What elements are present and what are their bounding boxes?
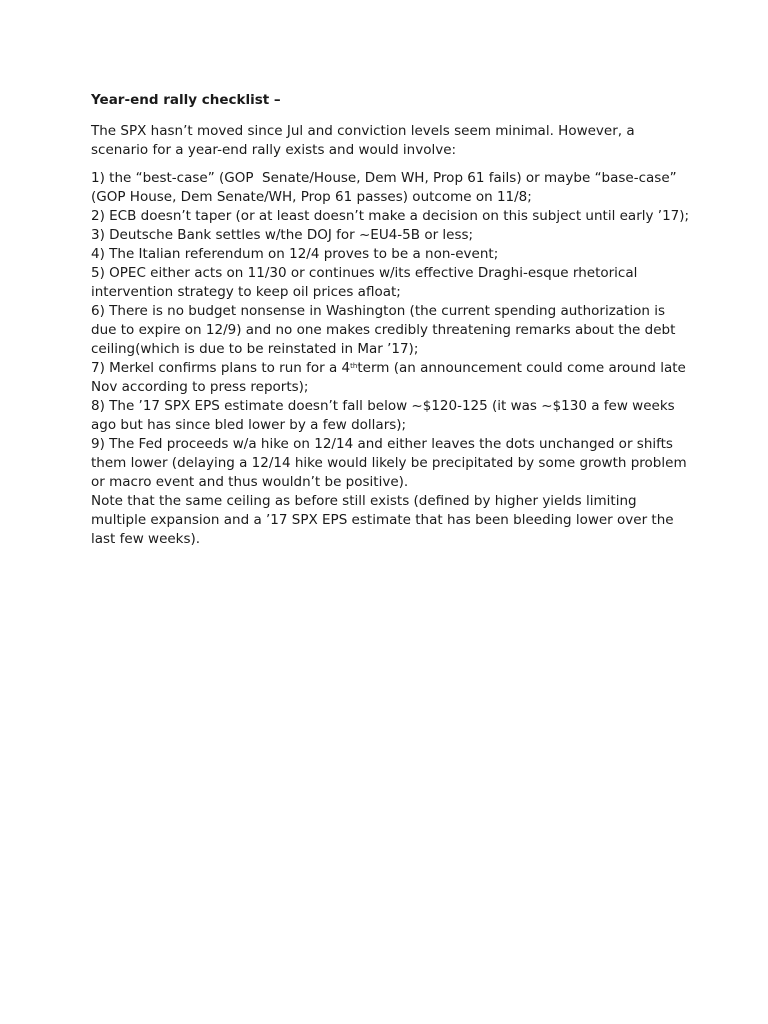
checklist-item-7-end: term (an announcement could come around late Nov according to press reports); xyxy=(91,360,691,395)
checklist-item-2: 2) ECB doesn’t taper (or at least doesn’t make a decision on this subject until early ’17); xyxy=(91,208,690,224)
checklist-item-7 xyxy=(91,359,691,397)
closing-note: Note that the same ceiling as before still exists (defined by higher yields limiting multiple expansion and a ’17 SPX EPS estimate that has been bleeding lower over the last few weeks). xyxy=(91,493,678,547)
document-title: Year-end rally checklist – xyxy=(91,92,281,108)
checklist-item-8: 8) The ’17 SPX EPS estimate doesn’t fall below ~$120-125 (it was ~$130 a few weeks ago but has since bled lower by a few dollars); xyxy=(91,398,679,433)
checklist-item-3: 3) Deutsche Bank settles w/the DOJ for ~EU4-5B or less; xyxy=(91,227,474,243)
document-page xyxy=(91,90,691,549)
ordinal-suffix: th xyxy=(350,361,358,370)
checklist-item-5: 5) OPEC either acts on 11/30 or continues w/its effective Draghi-esque rhetorical intervention strategy to keep oil prices afloat; xyxy=(91,265,642,300)
checklist-item-9: 9) The Fed proceeds w/a hike on 12/14 and either leaves the dots unchanged or shifts them lower (delaying a 12/14 hike would likely be precipitated by some growth problem or macro event and thus wouldn’t be positive). xyxy=(91,436,691,490)
checklist-item-1: 1) the “best-case” (GOP Senate/House, Dem WH, Prop 61 fails) or maybe “base-case” (GOP House, Dem Senate/WH, Prop 61 passes) outcome on 11/8; xyxy=(91,170,681,205)
checklist-item-4: 4) The Italian referendum on 12/4 proves to be a non-event; xyxy=(91,246,499,262)
checklist-item-6: 6) There is no budget nonsense in Washington (the current spending authorization is due to expire on 12/9) and no one makes credibly threatening remarks about the debt ceiling(which is due to be reinstated in Mar ’17); xyxy=(91,303,680,357)
checklist-item-7-start: 7) Merkel confirms plans to run for a 4 xyxy=(91,360,351,376)
checklist xyxy=(91,169,691,549)
intro-paragraph: The SPX hasn’t moved since Jul and conviction levels seem minimal. However, a scenario for a year-end rally exists and would involve: xyxy=(91,123,639,158)
